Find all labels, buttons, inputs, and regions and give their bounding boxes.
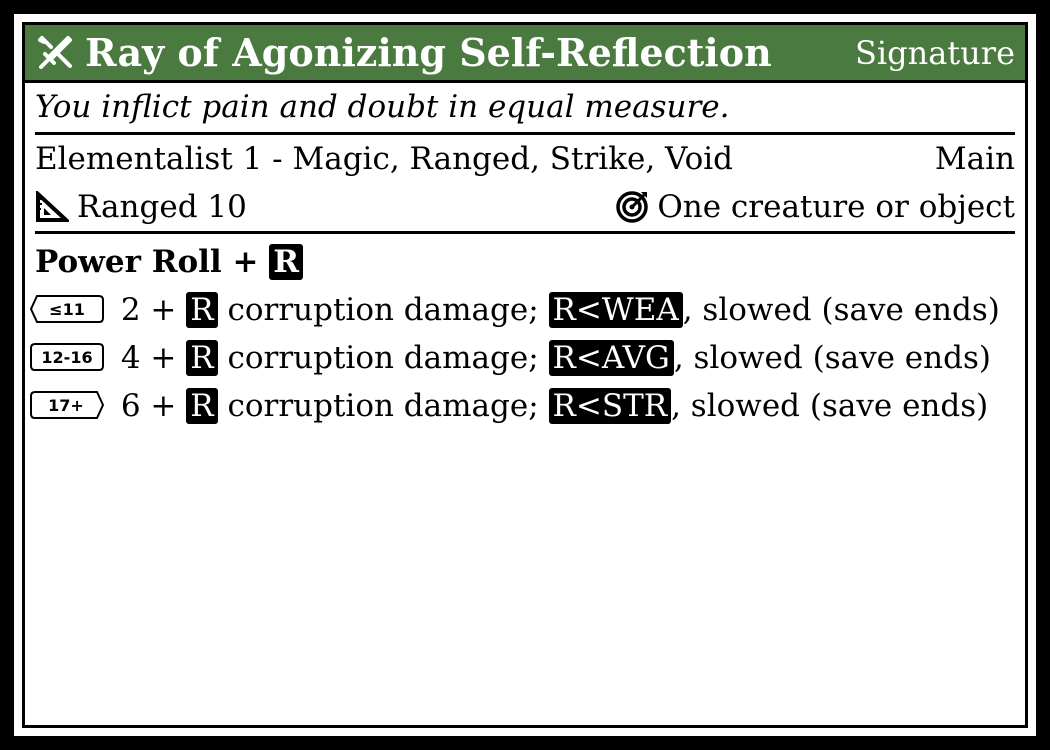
- ability-title: Ray of Agonizing Self-Reflection: [85, 30, 772, 75]
- distance-label: Ranged 10: [77, 189, 247, 225]
- tier-3-effect: corruption damage;: [227, 388, 539, 424]
- ruler-triangle-icon: [35, 191, 69, 223]
- ability-content: [25, 83, 1025, 430]
- tier-1: [29, 286, 1015, 334]
- tier-3-stat: R: [186, 388, 217, 424]
- tier-3-condition: , slowed (save ends): [671, 388, 989, 424]
- distance: [35, 183, 247, 231]
- target: [615, 183, 1015, 231]
- tier-2-stat: R: [186, 340, 217, 376]
- action-type: Main: [934, 141, 1015, 177]
- tier-1-badge: [29, 294, 105, 324]
- power-roll-stat: R: [269, 244, 303, 280]
- target-icon: [615, 190, 649, 224]
- tier-2-condition: , slowed (save ends): [673, 340, 991, 376]
- tier-3-base: 6 +: [120, 388, 177, 424]
- distance-target-row: [35, 183, 1015, 234]
- tier-3-potency: R<STR: [549, 388, 672, 424]
- tier-1-potency: R<WEA: [549, 292, 683, 328]
- tier-3-range: 17+: [48, 395, 84, 415]
- flavor-text: You inflict pain and doubt in equal measure.: [35, 83, 1015, 135]
- ability-header: [25, 25, 1025, 83]
- target-label: One creature or object: [657, 189, 1015, 225]
- ability-kind: Signature: [854, 33, 1015, 72]
- tier-1-stat: R: [186, 292, 217, 328]
- tier-3: [29, 382, 1015, 430]
- tier-2-range: 12-16: [41, 347, 93, 367]
- tier-3-badge: [29, 390, 105, 420]
- tier-1-base: 2 +: [120, 292, 177, 328]
- tier-2-effect: corruption damage;: [227, 340, 539, 376]
- tier-2-base: 4 +: [120, 340, 177, 376]
- tier-2-badge: [29, 342, 105, 372]
- tier-1-condition: , slowed (save ends): [682, 292, 1000, 328]
- ability-card: [14, 14, 1036, 736]
- power-roll-label: Power Roll +: [35, 244, 259, 280]
- power-roll: [35, 238, 1015, 286]
- sword-icon: [35, 33, 75, 73]
- ability-card-frame: [22, 22, 1028, 728]
- tier-2-potency: R<AVG: [549, 340, 674, 376]
- tier-1-range: ≤11: [49, 299, 85, 319]
- tier-2: [29, 334, 1015, 382]
- source-row: [35, 135, 1015, 183]
- tier-1-effect: corruption damage;: [227, 292, 539, 328]
- ability-source: Elementalist 1 - Magic, Ranged, Strike, Void: [35, 141, 734, 177]
